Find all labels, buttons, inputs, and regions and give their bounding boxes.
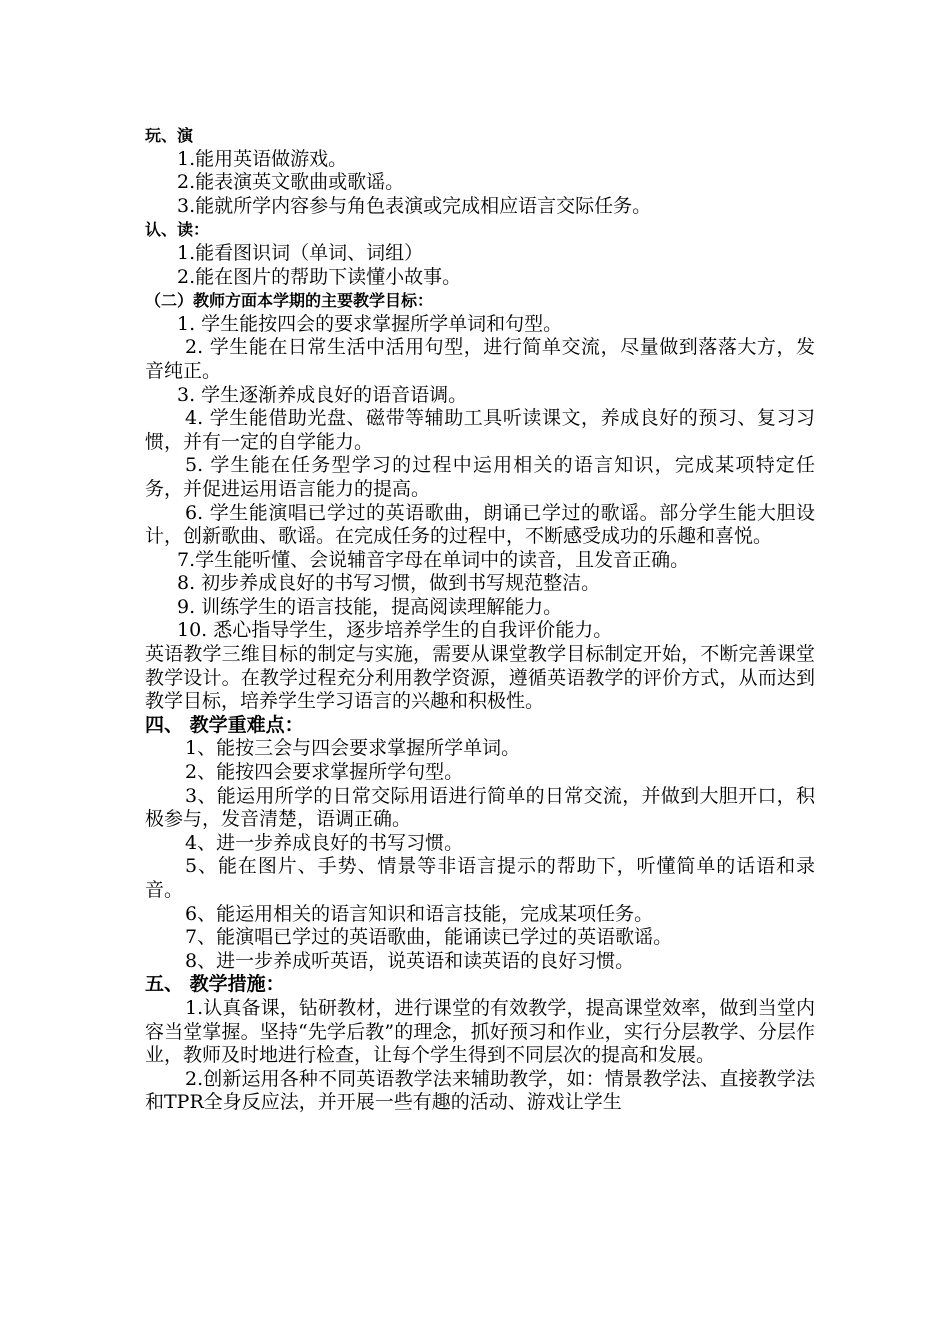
heading-recognize-read: 认、读： (145, 220, 210, 240)
list-item: 6、能运用相关的语言知识和语言技能，完成某项任务。 (185, 902, 654, 925)
document-page (145, 124, 815, 1115)
list-item: 1.认真备课，钻研教材，进行课堂的有效教学，提高课堂效率，做到当堂内容当堂掌握。坚持“先学后教”的理念，抓好预习和作业，实行分层教学、分层作业，教师及时地进行检查，让每个学生得到不同层次的提高和发展。 (145, 996, 815, 1067)
list-item: 1、能按三会与四会要求掌握所学单词。 (185, 737, 521, 760)
list-item: 2. 学生能在日常生活中活用句型，进行简单交流，尽量做到落落大方，发音纯正。 (145, 336, 815, 382)
list-item: 3.能就所学内容参与角色表演或完成相应语言交际任务。 (177, 194, 652, 217)
list-item: 2.创新运用各种不同英语教学法来辅助教学，如：情景教学法、直接教学法和TPR全身反应法，并开展一些有趣的活动、游戏让学生 (145, 1067, 815, 1114)
list-item: 1. 学生能按四会的要求掌握所学单词和句型。 (177, 312, 563, 335)
summary-paragraph: 英语教学三维目标的制定与实施，需要从课堂教学目标制定开始，不断完善课堂教学设计。在教学过程充分利用教学资源，遵循英语教学的评价方式，从而达到教学目标，培养学生学习语言的兴趣和积极性。 (145, 643, 815, 713)
list-item: 7、能演唱已学过的英语歌曲，能诵读已学过的英语歌谣。 (185, 926, 673, 949)
list-item: 3. 学生逐渐养成良好的语音语调。 (177, 383, 468, 406)
list-item: 4、进一步养成良好的书写习惯。 (185, 831, 464, 854)
list-item: 2.能表演英文歌曲或歌谣。 (177, 171, 405, 194)
heading-key-difficult-points: 四、 教学重难点： (145, 713, 304, 736)
heading-play-act: 玩、演 (145, 126, 194, 145)
list-item: 8. 初步养成良好的书写习惯，做到书写规范整洁。 (177, 572, 601, 595)
list-item: 10. 悉心指导学生，逐步培养学生的自我评价能力。 (177, 619, 613, 642)
list-item: 6. 学生能演唱已学过的英语歌曲，朗诵已学过的歌谣。部分学生能大胆设计，创新歌曲、歌谣。在完成任务的过程中，不断感受成功的乐趣和喜悦。 (145, 501, 815, 548)
list-item: 9. 训练学生的语言技能，提高阅读理解能力。 (177, 595, 563, 618)
list-item: 2.能在图片的帮助下读懂小故事。 (177, 265, 462, 288)
list-item: 1.能用英语做游戏。 (177, 147, 348, 170)
list-item: 3、能运用所学的日常交际用语进行简单的日常交流，并做到大胆开口，积极参与，发音清楚，语调正确。 (145, 784, 815, 831)
heading-teacher-goals: （二）教师方面本学期的主要教学目标： (145, 291, 434, 311)
list-item: 1.能看图识词（单词、词组） (177, 241, 424, 264)
list-item: 8、进一步养成听英语，说英语和读英语的良好习惯。 (185, 949, 635, 972)
list-item: 5. 学生能在任务型学习的过程中运用相关的语言知识，完成某项特定任务，并促进运用语言能力的提高。 (145, 454, 815, 500)
heading-teaching-measures: 五、 教学措施： (145, 973, 285, 996)
list-item: 5、能在图片、手势、情景等非语言提示的帮助下，听懂简单的话语和录音。 (145, 855, 815, 901)
list-item: 4. 学生能借助光盘、磁带等辅助工具听读课文，养成良好的预习、复习习惯，并有一定的自学能力。 (145, 407, 815, 453)
list-item: 7.学生能听懂、会说辅音字母在单词中的读音，且发音正确。 (177, 548, 690, 571)
list-item: 2、能按四会要求掌握所学句型。 (185, 761, 464, 784)
